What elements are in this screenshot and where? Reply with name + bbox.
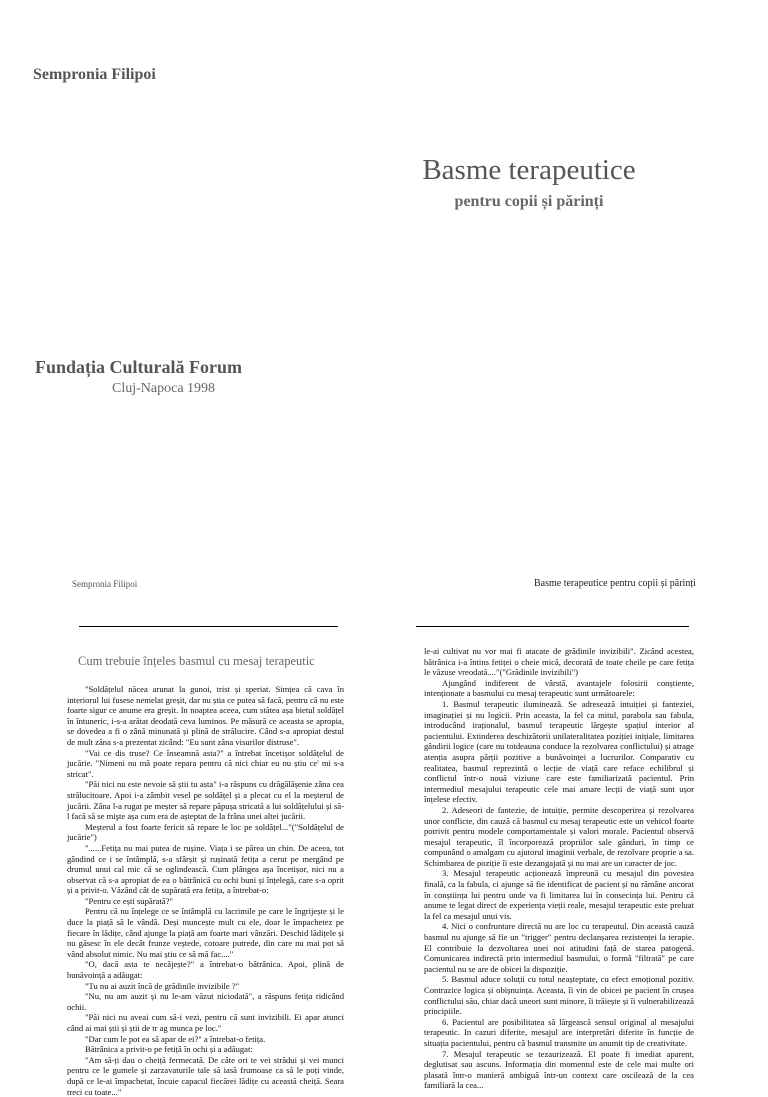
paragraph: "Soldățelul năcea arunat la gunoi, trist și speriat. Simțea că cava în interiorul lui fusese nemelat greșit, dar nu știa ce putea să facă, pentru că nu este foarte sigur ce anume era greșit. In noaptea aceea, cum stătea așa bietul soldățel în întuneric, i-s-a arătat deodată ceva luminos. Pe măsură ce aceasta se apropia, se dovedea a fi o zână minunată și plină de strălucire. Când s-a apropiat destul de mult zâna s-a prezentat zicând: "Eu sunt zâna visurilor distruse".	[67, 684, 344, 747]
cover-place: Cluj-Napoca 1998	[112, 381, 216, 396]
paragraph: Bătrânica a privit-o pe fetiță în ochi și a adăugat:	[85, 1044, 253, 1055]
running-header-left: Sempronia Filipoi	[72, 579, 138, 589]
right-text-column	[424, 646, 694, 1091]
paragraph: 4. Nici o confruntare directă nu are loc cu terapeutul. Din această cauză basmul nu ajunge să fie un "trigger" pentru declanșarea rezistenței la terapie. El contribuie la dezvoltarea unei noi atitudini față de starea patogenă. Comunicarea indirectă prin intermediul basmului, o formă "filtrată" pe care pacientul nu se are de obicei la dispoziție.	[424, 921, 694, 974]
paragraph: "Pentru ce ești supărată?"	[85, 895, 173, 906]
paragraph: 7. Mesajul terapeutic se tezaurizează. El poate fi imediat aparent, deglutisat sau ascuns. Informația din momentul este de cele mai multe ori plasată într-o manieră ambiguă într-un context care oscilează de la cea familiară la cea...	[424, 1048, 694, 1091]
paragraph: "Tu nu ai auzit încă de grădinile invizibile ?"	[85, 980, 240, 991]
paragraph: Pentru că nu înțelege ce se întâmplă cu lacrimile pe care le îngrijește și le duce la piață să le vândă. Deși muncește mult cu ele, doar le împachetez pe fiecare în lădițe, când ajunge la piață am foarte mari vânzări. Deschid lădițele și nu găsesc în ele decât frunze veștede, cotoare putrede, din care nu mai pot să vând absolut nimic. Nu mai știu ce să mă fac...."	[67, 906, 344, 959]
paragraph: 3. Mesajul terapeutic acționează împreună cu mesajul din povestea finală, ca la fabula, ci ajunge să fie identificat de pacient și nu rămâne ancorat în conștiința lui pentru unde va fi limitarea lui în consecința lui. Pentru că anume te legat direct de experiența vieții reale, mesajul terapeutic este preluat la fel ca mesajul unui vis.	[424, 868, 694, 921]
paragraph: "O, dacă asta te necăjește?" a întrebat-o bătrânica. Apoi, plină de bunăvoință a adăugat:	[67, 959, 344, 981]
paragraph: 1. Basmul terapeutic iluminează. Se adresează intuiției și fanteziei, imaginației și nu logicii. Prin aceasta, la fel ca mitul, parabola sau fabula, introducând iraționalul, basmul terapeutic lărgește spațiul interior al pacientului. Extinderea deschizătorii unilateralitatea poziției inițiale, limitarea gândirii logice (care nu totdeauna conduce la rezolvarea conflictului) și atrage atenția asupra părții pozitive a bunăvoinței a lucrurilor. Comparativ cu realitatea, basmul reprezintă o lecție de viață care reface echilibrul și conflictul într-o nouă viziune care este familiarizată pacientul. Prin intermediul mesajului terapeutic cele mai amare lecții de viață sunt ușor înțelese efectiv.	[424, 698, 694, 805]
paragraph: 5. Basmul aduce soluții cu totul neașteptate, cu efect emoțional pozitiv. Contrazice logica și obișnuința. Aceasta, îi vin de obicei pe pacient în crușea conflictului său, chiar dacă uneori sunt minore, îi trăiește și îi vulnerabilizează principiile.	[424, 974, 694, 1017]
cover-subtitle: pentru copii și părinți	[454, 193, 604, 210]
paragraph: 2. Adeseori de fantezie, de intuiție, permite descoperirea și rezolvarea unor conflicte, din cauză că basmul cu mesaj terapeutic este un vehicol foarte potrivit pentru modele comportamentale și valori morale. Pacientul observă mesajul terapeutic, îl încorporează propriilor sale gânduri, în timp ce compunând o amalgam cu ajutorul imaginii verbale, de rezolvare proprie a sa. Schimbarea de poziție îi este dezangajată și nu mai are un caracter de joc.	[424, 804, 694, 868]
paragraph: "Păi nici nu aveai cum să-i vezi, pentru că sunt invizibili. Ei apar atunci când ai mai știi și știi de tr ag munca pe loc."	[67, 1012, 344, 1033]
header-rule-right	[416, 626, 689, 627]
paragraph: "......Fetița nu mai putea de rușine. Viața i se părea un chin. De aceea, tot gândind ce i se întâmplă, s-a sfârșit și rușinată fetița a cerut pe mergând pe drumul unui cal mic că se oglindească. Cum plângea așa încetișor, nici nu a observat că s-a apropiat de ea o bătrânică cu ochi buni și înțelegă, care s-a oprit și a privit-o. Văzând cât de supărată era fetița, a întrebat-o:	[67, 842, 344, 896]
paragraph: 6. Pacientul are posibilitatea să lărgească sensul original al mesajului terapeutic. In cazuri diferite, mesajul are interpretări diferite în funcție de situația pacientului, pentru că basmul transmite un anumit tip de creativitate.	[424, 1016, 694, 1048]
paragraph: Meșterul a fost foarte fericit să repare le loc pe soldățel..."("Soldățelul de jucărie")	[67, 821, 344, 843]
running-header-right: Basme terapeutice pentru copii și părinți	[534, 578, 696, 589]
paragraph: le-ai cultivat nu vor mai fi atacate de grădinile invizibili". Zicând acestea, bătrânica i-a întins fetiței o cheie mică, decorată de toate cheile pe care fetița le văzuse vreodată...."("Grădinile invizibili")	[424, 646, 694, 678]
paragraph: "Păi nici nu este nevoie să știi tu asta" i-a răspuns cu drăgălășenie zâna cea strălucitoare. Apoi i-a zâmbit vesel pe soldățel și a plecat cu el la meșterul de jucării. Zâna l-a rugat pe meșter să repare păpușa stricată a lui soldățelului și să-l facă să se mişte așa cum era de așteptat de la frâna unei altei jucării.	[67, 779, 344, 822]
paragraph: Ajungând indiferent de vârstă, avantajele folosirii conștiente, intenționate a basmului cu mesaj terapeutic sunt următoarele:	[424, 677, 694, 699]
paragraph: "Vai ce dis truse? Ce înseamnă asta?" a întrebat încetișor soldățelul de jucărie. "Nimeni nu mă poate repara pentru că nici chiar eu nu știu ce' mi s-a stricat".	[67, 747, 344, 779]
cover-title: Basme terapeutice	[422, 154, 636, 186]
cover-author: Sempronia Filipoi	[33, 66, 156, 83]
paragraph: "Dar cum le pot ea să apar de ei?" a întrebat-o fetița.	[85, 1033, 266, 1044]
paragraph: "Am să-ți dau o cheiță fermecată. De câte ori te vei strădui și vei munci pentru ce le gumele și zarzavaturile tale să iasă frumoase ca să le poți vinde, după ce le-ai împachetat, încuie capacul fiecărei lădițe cu această cheiță. Seara treci cu toate..."	[67, 1054, 344, 1097]
section-title: Cum trebuie înțeles basmul cu mesaj terapeutic	[78, 654, 315, 668]
header-rule-left	[79, 626, 338, 627]
left-text-column	[67, 684, 344, 1097]
paragraph: "Nu, nu am auzit și nu le-am văzut niciodată", a răspuns fetița ridicând ochii.	[67, 991, 344, 1012]
cover-publisher: Fundația Culturală Forum	[35, 357, 243, 377]
